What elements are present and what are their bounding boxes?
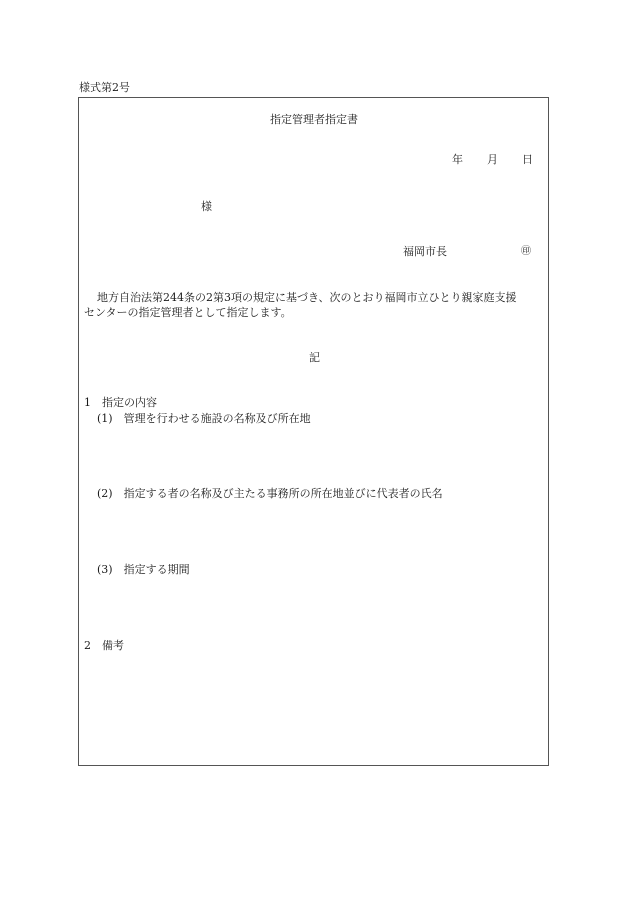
- form-frame: [78, 97, 549, 766]
- section-2-heading: 2 備考: [84, 639, 124, 652]
- date-year: 年: [452, 153, 463, 166]
- date-day: 日: [522, 153, 533, 166]
- issuer-name: 福岡市長: [403, 245, 447, 258]
- ki-heading: 記: [309, 351, 320, 364]
- body-text-line-1: 地方自治法第244条の2第3項の規定に基づき、次のとおり福岡市立ひとり親家庭支援: [97, 291, 517, 304]
- document-title: 指定管理者指定書: [270, 113, 358, 126]
- section-1-heading: 1 指定の内容: [84, 396, 157, 409]
- addressee-suffix: 様: [201, 200, 212, 213]
- form-number: 様式第2号: [79, 81, 130, 94]
- section-1-item-1: (1) 管理を行わせる施設の名称及び所在地: [97, 412, 311, 425]
- seal-icon: ㊞: [521, 246, 531, 257]
- section-1-item-2: (2) 指定する者の名称及び主たる事務所の所在地並びに代表者の氏名: [97, 487, 443, 500]
- section-1-item-3: (3) 指定する期間: [97, 563, 190, 576]
- body-text-line-2: センターの指定管理者として指定します。: [84, 306, 292, 319]
- date-month: 月: [487, 153, 498, 166]
